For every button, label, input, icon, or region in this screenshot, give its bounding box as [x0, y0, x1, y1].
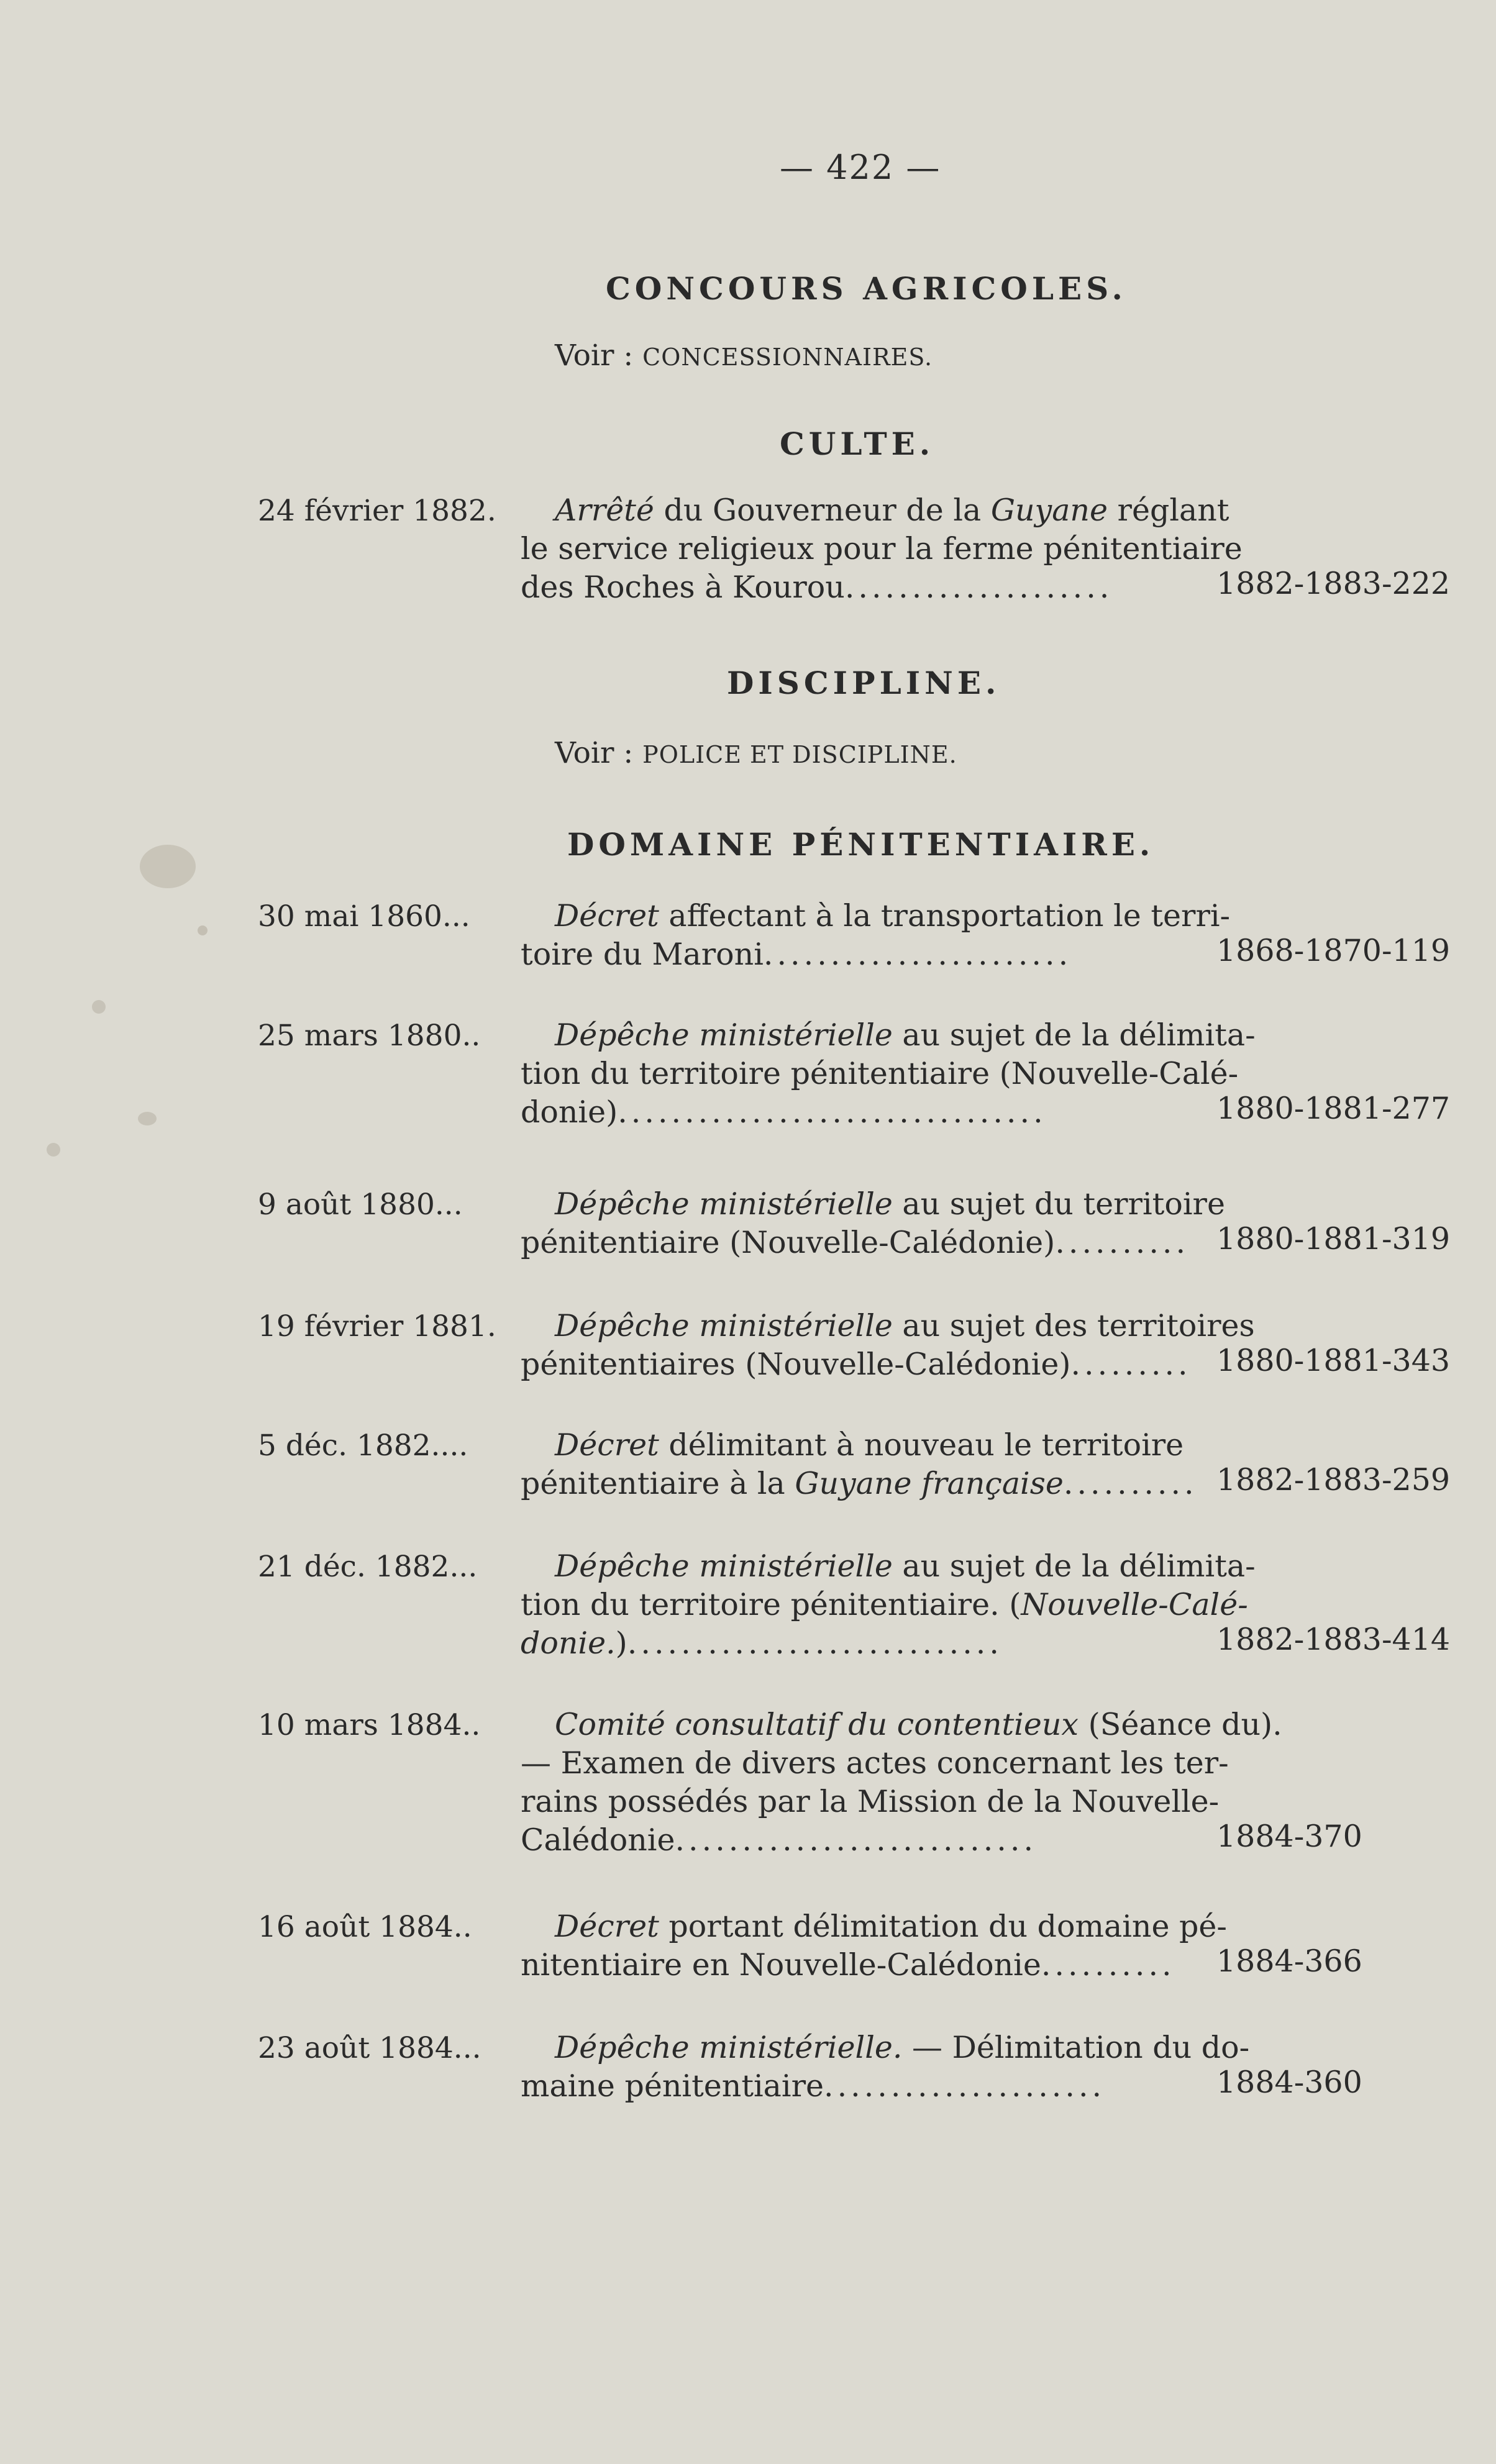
entry-date: 19 février 1881. — [258, 1309, 496, 1343]
paper-speck — [47, 1143, 60, 1157]
volume-page-ref: 1882-1883-414 — [1216, 1622, 1451, 1657]
volume-page-ref: 1868-1870-119 — [1216, 933, 1451, 968]
entry-line: maine pénitentiaire..................... — [521, 2068, 1106, 2104]
entry-line: Dépêche ministérielle au sujet de la délimita- — [555, 1017, 1256, 1053]
volume-page-ref: 1884-360 — [1216, 2065, 1362, 2100]
entry-date: 23 août 1884... — [258, 2031, 481, 2065]
volume-page-ref: 1882-1883-259 — [1216, 1462, 1451, 1498]
section-heading-discipline: DISCIPLINE. — [727, 665, 1001, 701]
volume-page-ref: 1882-1883-222 — [1216, 566, 1451, 601]
paper-speck — [138, 1112, 157, 1125]
voir-prefix: Voir : — [555, 339, 634, 373]
entry-line: des Roches à Kourou.................... — [521, 570, 1113, 605]
entry-line: pénitentiaire à la Guyane française.......... — [521, 1466, 1198, 1501]
cross-reference — [555, 339, 933, 373]
entry-line: — Examen de divers actes concernant les ter- — [521, 1745, 1229, 1781]
entry-date: 5 déc. 1882.... — [258, 1429, 468, 1463]
entry-line: Calédonie........................... — [521, 1822, 1038, 1858]
entry-line: Dépêche ministérielle au sujet du territoire — [555, 1186, 1225, 1222]
volume-page-ref: 1880-1881-343 — [1216, 1343, 1451, 1378]
entry-date: 9 août 1880... — [258, 1188, 463, 1222]
volume-page-ref: 1880-1881-319 — [1216, 1221, 1451, 1257]
entry-line: Arrêté du Gouverneur de la Guyane réglant — [555, 493, 1229, 528]
section-heading-culte: CULTE. — [780, 425, 935, 462]
cross-reference — [555, 736, 957, 770]
entry-date: 10 mars 1884.. — [258, 1708, 481, 1742]
entry-line: Comité consultatif du contentieux (Séance du). — [555, 1707, 1282, 1742]
paper-speck — [92, 1000, 106, 1014]
page-number: — 422 — — [780, 148, 941, 187]
entry-date: 30 mai 1860... — [258, 899, 470, 934]
entry-line: pénitentiaires (Nouvelle-Calédonie)......... — [521, 1347, 1192, 1382]
entry-date: 21 déc. 1882... — [258, 1550, 478, 1584]
entry-line: nitentiaire en Nouvelle-Calédonie.......... — [521, 1947, 1175, 1983]
entry-line: donie.)............................ — [521, 1625, 1003, 1661]
entry-line: rains possédés par la Mission de la Nouvelle- — [521, 1784, 1220, 1819]
voir-target: CONCESSIONNAIRES. — [642, 343, 933, 371]
voir-prefix: Voir : — [555, 736, 634, 770]
entry-line: Dépêche ministérielle. — Délimitation du do- — [555, 2030, 1250, 2065]
entry-line: le service religieux pour la ferme pénitentiaire — [521, 531, 1243, 566]
volume-page-ref: 1884-370 — [1216, 1819, 1362, 1854]
entry-date: 24 février 1882. — [258, 494, 496, 528]
entry-line: pénitentiaire (Nouvelle-Calédonie).......... — [521, 1225, 1190, 1260]
entry-line: Décret portant délimitation du domaine pé- — [555, 1909, 1227, 1944]
entry-date: 25 mars 1880.. — [258, 1019, 481, 1053]
entry-line: tion du territoire pénitentiaire (Nouvelle-Calé- — [521, 1056, 1239, 1091]
paper-speck — [198, 925, 208, 935]
entry-line: Dépêche ministérielle au sujet des territoires — [555, 1308, 1255, 1343]
voir-target: POLICE ET DISCIPLINE. — [642, 741, 957, 768]
volume-page-ref: 1884-366 — [1216, 1943, 1362, 1979]
entry-line: Décret affectant à la transportation le terri- — [555, 898, 1231, 934]
entry-line: tion du territoire pénitentiaire. (Nouvelle-Calé- — [521, 1587, 1248, 1622]
section-heading-concours: CONCOURS AGRICOLES. — [606, 270, 1127, 307]
paper-speck — [140, 845, 196, 888]
entry-line: donie)................................ — [521, 1094, 1047, 1130]
section-heading-domaine: DOMAINE PÉNITENTIAIRE. — [567, 826, 1155, 863]
entry-line: Dépêche ministérielle au sujet de la délimita- — [555, 1548, 1256, 1584]
volume-page-ref: 1880-1881-277 — [1216, 1091, 1451, 1126]
entry-date: 16 août 1884.. — [258, 1910, 472, 1944]
entry-line: Décret délimitant à nouveau le territoire — [555, 1427, 1184, 1463]
entry-line: toire du Maroni....................... — [521, 937, 1072, 972]
